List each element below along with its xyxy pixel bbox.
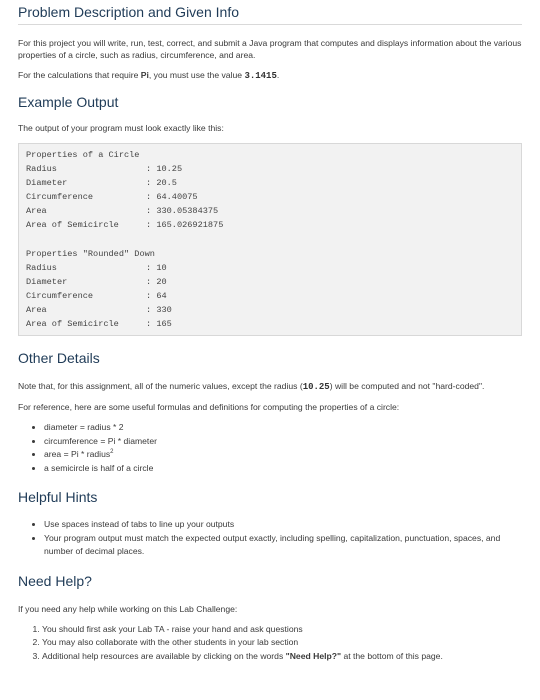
note-text-after: ) will be computed and not "hard-coded". bbox=[329, 381, 485, 392]
help-item: 1. You should first ask your Lab TA - raise your hand and ask questions bbox=[42, 623, 522, 637]
output-value: : 20.5 bbox=[146, 178, 177, 189]
output-value: : 165.026921875 bbox=[146, 220, 224, 231]
output-label: Area of Semicircle bbox=[26, 220, 119, 231]
output-label: Area of Semicircle bbox=[26, 319, 119, 330]
need-help-bold: "Need Help?" bbox=[285, 650, 342, 661]
output-value: : 64 bbox=[146, 290, 167, 301]
formulas-intro: For reference, here are some useful formulas and definitions for computing the properties of a circle: bbox=[18, 402, 400, 413]
output-value: : 165 bbox=[146, 319, 172, 330]
hints-list bbox=[18, 518, 522, 559]
formula-circumference: • circumference = Pi * diameter bbox=[44, 435, 522, 449]
formula-area-text: area = Pi * radius bbox=[44, 449, 111, 460]
formula-list bbox=[18, 421, 522, 475]
output-value: : 64.40075 bbox=[146, 192, 198, 203]
output-row bbox=[26, 317, 514, 331]
note-text-before: Note that, for this assignment, all of the numeric values, except the radius ( bbox=[18, 381, 303, 392]
example-output-block bbox=[18, 143, 522, 336]
hint-item: • Use spaces instead of tabs to line up your outputs bbox=[44, 518, 522, 532]
pi-paragraph bbox=[18, 69, 522, 82]
section-title-hints: Helpful Hints bbox=[18, 489, 98, 506]
output-value: : 10 bbox=[146, 262, 167, 273]
output-row bbox=[26, 204, 514, 218]
formula-diameter: • diameter = radius * 2 bbox=[44, 421, 522, 435]
pi-bold: Pi bbox=[140, 70, 149, 80]
output-row bbox=[26, 162, 514, 176]
output-row bbox=[26, 190, 514, 204]
output-row bbox=[26, 176, 514, 190]
help-item: 2. You may also collaborate with the other students in your lab section bbox=[42, 636, 522, 650]
pi-value-code: 3.1415 bbox=[244, 71, 277, 81]
section-title-problem: Problem Description and Given Info bbox=[18, 4, 239, 20]
section-title-other: Other Details bbox=[18, 350, 100, 367]
section-header-problem bbox=[18, 0, 522, 25]
output-label: Circumference bbox=[26, 290, 94, 301]
pi-text-after: . bbox=[276, 70, 280, 80]
hardcoded-note bbox=[18, 380, 522, 393]
formula-semicircle: • a semicircle is half of a circle bbox=[44, 462, 522, 476]
problem-paragraph: For this project you will write, run, test, correct, and submit a Java program that computes and displays information about the various properties of a circle, such as radius, circumference, and area. bbox=[18, 38, 522, 60]
output-row bbox=[26, 303, 514, 317]
output-spacer bbox=[26, 233, 514, 247]
section-title-help: Need Help? bbox=[18, 572, 92, 589]
hint-item: • Your program output must match the expected output exactly, including spelling, capitalization, punctuation, spaces, and number of decimal places. bbox=[44, 532, 522, 559]
output-title-1: Properties of a Circle bbox=[26, 150, 140, 160]
help-intro: If you need any help while working on this Lab Challenge: bbox=[18, 603, 238, 614]
output-value: : 10.25 bbox=[146, 164, 183, 175]
output-row bbox=[26, 275, 514, 289]
output-value: : 20 bbox=[146, 276, 167, 287]
output-label: Area bbox=[26, 304, 47, 315]
output-row bbox=[26, 218, 514, 232]
formula-area bbox=[44, 448, 522, 462]
pi-text-mid: , you must use the value bbox=[148, 70, 245, 80]
formula-area-exponent: 2 bbox=[110, 449, 114, 456]
help-list bbox=[18, 623, 522, 664]
output-value: : 330 bbox=[146, 304, 172, 315]
section-title-example: Example Output bbox=[18, 94, 119, 110]
output-label: Radius bbox=[26, 164, 57, 175]
help-item bbox=[42, 650, 522, 664]
output-label: Diameter bbox=[26, 276, 68, 287]
output-row bbox=[26, 261, 514, 275]
output-value: : 330.05384375 bbox=[146, 206, 219, 217]
output-title-2: Properties "Rounded" Down bbox=[26, 248, 155, 259]
output-label: Radius bbox=[26, 262, 57, 273]
pi-text-before: For the calculations that require bbox=[18, 70, 141, 80]
help-item-text-after: at the bottom of this page. bbox=[341, 650, 443, 661]
example-intro: The output of your program must look exactly like this: bbox=[18, 123, 224, 133]
output-label: Circumference bbox=[26, 192, 94, 203]
output-row bbox=[26, 289, 514, 303]
output-label: Diameter bbox=[26, 178, 68, 189]
help-item-text-before: Additional help resources are available by clicking on the words bbox=[42, 650, 286, 661]
radius-code: 10.25 bbox=[302, 382, 330, 393]
output-label: Area bbox=[26, 206, 47, 217]
